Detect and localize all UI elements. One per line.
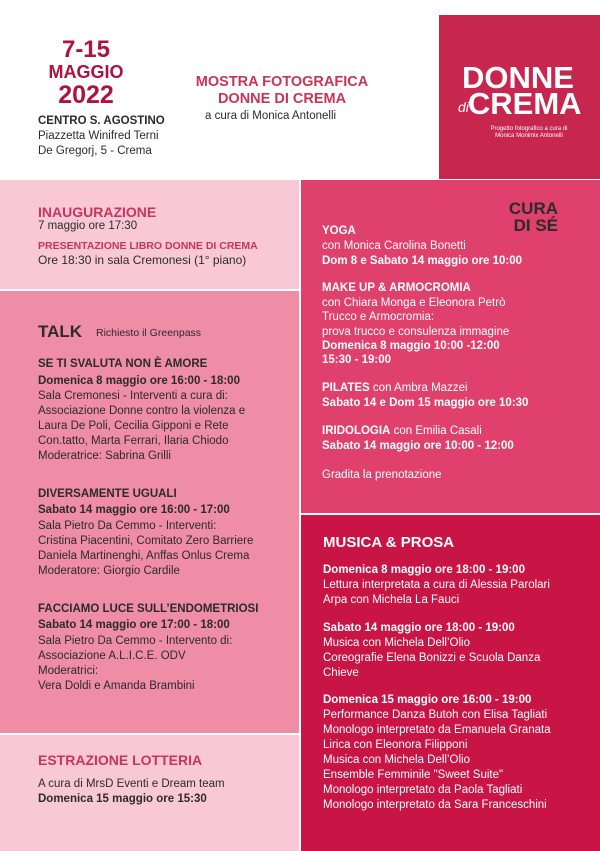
event-dates [36, 38, 136, 108]
logo-subtitle [469, 126, 589, 140]
iridologia-with: con Emilia Casali [393, 425, 482, 437]
exhibition-title [182, 74, 382, 108]
cura-heading-line-1: CURA [508, 199, 558, 218]
musica-prosa-heading: MUSICA & PROSA [323, 534, 455, 551]
musica-3-line: Monologo interpretato da Emanuela Granata [323, 724, 551, 736]
reservation-note: Gradita la prenotazione [322, 469, 442, 481]
book-presentation-heading: PRESENTAZIONE LIBRO DONNE DI CREMA [38, 240, 258, 252]
greenpass-note: Richiesto il Greenpass [96, 327, 202, 339]
pilates-line [322, 381, 468, 396]
musica-2-line: Chieve [323, 667, 359, 679]
inaugurazione-date: 7 maggio ore 17:30 [38, 220, 138, 232]
talk-2-line: Cristina Piacentini, Comitato Zero Barriere [38, 535, 254, 547]
talk-heading: TALK [38, 322, 83, 341]
talk-3-line: Associazione A.L.I.C.E. ODV [38, 650, 186, 662]
divider-vertical [299, 180, 301, 851]
talk-1-line: Con.tatto, Marta Ferrari, Ilaria Chiodo [38, 435, 229, 447]
divider-talk-lotteria [0, 733, 300, 735]
inaugurazione-heading: INAUGURAZIONE [38, 204, 157, 220]
musica-3-line: Monologo interpretato da Sara Franceschini [323, 799, 547, 811]
logo-word-crema-text: CREMA [467, 86, 582, 121]
makeup-when-2: 15:30 - 19:00 [322, 354, 392, 366]
lotteria-organizer: A cura di MrsD Eventi e Dream team [38, 778, 225, 790]
title-line-1: MOSTRA FOTOGRAFICA [195, 74, 369, 90]
talk-3-line: Vera Doldi e Amanda Brambini [38, 680, 195, 692]
musica-1-line: Arpa con Michela La Fauci [323, 594, 460, 606]
venue-city: De Gregorj, 5 - Crema [38, 145, 152, 157]
lotteria-heading: ESTRAZIONE LOTTERIA [38, 752, 203, 768]
cura-di-se-heading [509, 200, 558, 234]
talk-1-line: Associazione Donne contro la violenza e [38, 405, 246, 417]
talk-2-when: Sabato 14 maggio ore 16:00 - 17:00 [38, 504, 230, 516]
cura-heading-line-2: DI SÉ [513, 216, 558, 235]
musica-2-when: Sabato 14 maggio ore 18:00 - 19:00 [323, 622, 515, 634]
talk-2-line: Daniela Martinenghi, Anffas Onlus Crema [38, 550, 250, 562]
donne-di-crema-logo [439, 15, 600, 179]
header [0, 0, 600, 180]
makeup-line: con Chiara Monga e Eleonora Petrò [322, 297, 506, 309]
venue-name: CENTRO S. AGOSTINO [38, 115, 165, 127]
talk-2-title: DIVERSAMENTE UGUALI [38, 488, 177, 500]
musica-1-line: Lettura interpretata a cura di Alessia Parolari [323, 579, 550, 591]
venue-address [38, 114, 165, 159]
musica-2-line: Musica con Michela Dell’Olio [323, 637, 470, 649]
pilates-title: PILATES [322, 382, 370, 394]
talk-3-when: Sabato 14 maggio ore 17:00 - 18:00 [38, 619, 230, 631]
musica-3-line: Musica con Michela Dell’Olio [323, 754, 470, 766]
book-presentation-time: Ore 18:30 in sala Cremonesi (1° piano) [38, 253, 247, 267]
date-month: MAGGIO [48, 62, 124, 82]
makeup-title: MAKE UP & ARMOCROMIA [322, 282, 471, 294]
pilates-with: con Ambra Mazzei [372, 382, 468, 394]
talk-2-line: Sala Pietro Da Cemmo - Interventi: [38, 520, 217, 532]
musica-2-line: Coreografie Elena Bonizzi e Scuola Danza [323, 652, 541, 664]
logo-subtitle-1: Progetto fotografico a cura di [490, 126, 568, 132]
inaugurazione-panel [0, 180, 300, 290]
iridologia-title: IRIDOLOGIA [322, 425, 391, 437]
title-line-2: DONNE DI CREMA [217, 91, 347, 107]
logo-word-crema [458, 88, 582, 119]
talk-1-title: SE TI SVALUTA NON È AMORE [38, 358, 208, 370]
talk-3-line: Moderatrici: [38, 665, 99, 677]
yoga-with: con Monica Carolina Bonetti [322, 240, 466, 252]
pilates-when: Sabato 14 e Dom 15 maggio ore 10:30 [322, 397, 529, 409]
lotteria-when: Domenica 15 maggio ore 15:30 [38, 793, 207, 805]
talk-2-line: Moderatore: Giorgio Cardile [38, 565, 180, 577]
iridologia-line [322, 424, 482, 439]
yoga-when: Dom 8 e Sabato 14 maggio ore 10:00 [322, 255, 523, 267]
makeup-when-1: Domenica 8 maggio 10:00 -12:00 [322, 340, 500, 352]
talk-1-line: Laura De Poli, Cecilia Gipponi e Rete [38, 420, 229, 432]
logo-subtitle-2: Monica Monimix Antonelli [495, 133, 563, 139]
venue-street: Piazzetta Winifred Terni [38, 130, 159, 142]
musica-3-line: Ensemble Femminile "Sweet Suite" [323, 769, 504, 781]
iridologia-when: Sabato 14 maggio ore 10:00 - 12:00 [322, 440, 514, 452]
makeup-line: Trucco e Armocromia: [322, 311, 435, 323]
makeup-line: prova trucco e consulenza immagine [322, 326, 510, 338]
logo-word-di: di [458, 99, 469, 115]
date-year: 2022 [58, 81, 114, 109]
musica-3-line: Performance Danza Butoh con Elisa Tagliati [323, 709, 548, 721]
divider-inaug-talk [0, 289, 300, 291]
yoga-title: YOGA [322, 225, 356, 237]
talk-1-line: Moderatrice: Sabrina Grilli [38, 450, 171, 462]
talk-1-line: Sala Cremonesi - Interventi a cura di: [38, 390, 228, 402]
talk-3-line: Sala Pietro Da Cemmo - Intervento di: [38, 635, 233, 647]
curator: a cura di Monica Antonelli [205, 110, 337, 122]
talk-3-title: FACCIAMO LUCE SULL’ENDOMETRIOSI [38, 603, 259, 615]
musica-1-when: Domenica 8 maggio ore 18:00 - 19:00 [323, 564, 525, 576]
date-range: 7-15 [61, 36, 111, 63]
musica-3-line: Monologo interpretato da Paola Tagliati [323, 784, 523, 796]
talk-1-when: Domenica 8 maggio ore 16:00 - 18:00 [38, 375, 240, 387]
musica-3-when: Domenica 15 maggio ore 16:00 - 19:00 [323, 694, 532, 706]
divider-cura-musica [300, 513, 600, 515]
musica-3-line: Lirica con Eleonora Filipponi [323, 739, 468, 751]
logo-word-donne: DONNE [462, 60, 574, 95]
